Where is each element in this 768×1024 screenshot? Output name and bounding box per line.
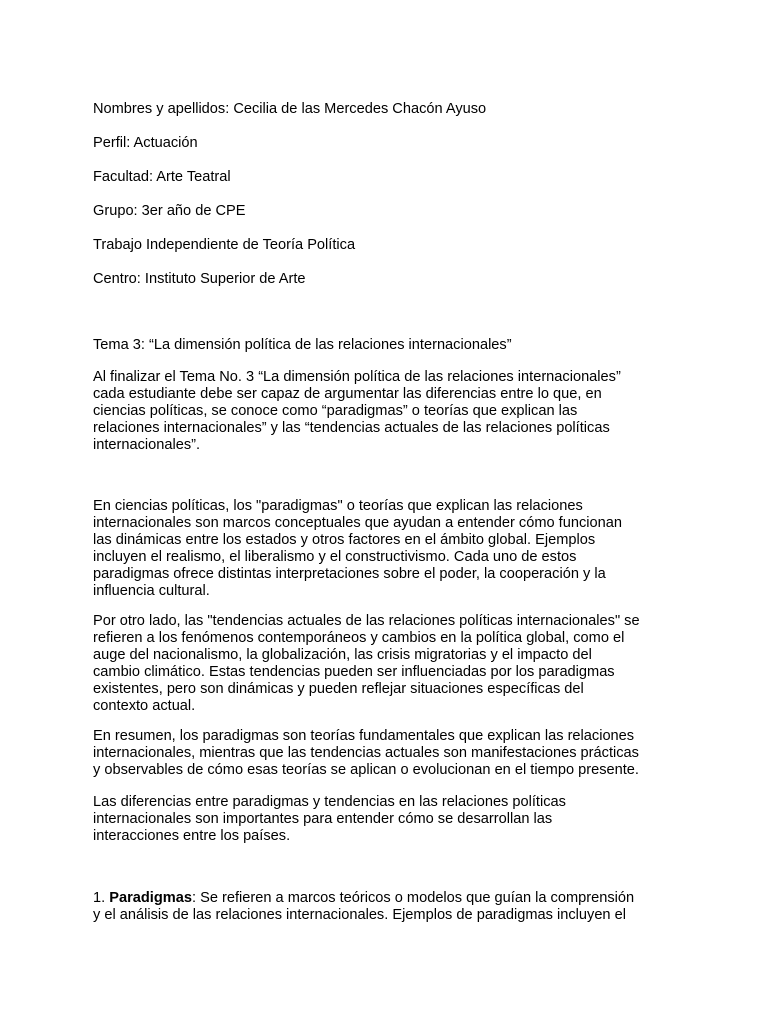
paragraph-line: En resumen, los paradigmas son teorías fundamentales que explican las relaciones: [93, 728, 635, 744]
paragraph-intro: [93, 369, 621, 454]
paragraph-line: y observables de cómo esas teorías se aplican o evolucionan en el tiempo presente.: [93, 762, 639, 778]
paragraph-line: cada estudiante debe ser capaz de argumentar las diferencias entre lo que, en: [93, 386, 602, 402]
profile-line: Perfil: Actuación: [93, 135, 198, 151]
paragraph-line: ciencias políticas, se conoce como “paradigmas” o teorías que explican las: [93, 403, 578, 419]
paragraph-summary: [93, 728, 639, 779]
paragraph-line: las dinámicas entre los estados y otros factores en el ámbito global. Ejemplos: [93, 532, 596, 548]
list-item-term: Paradigmas: [109, 890, 192, 906]
paragraph-differences: [93, 794, 566, 845]
paragraph-line: Las diferencias entre paradigmas y tendencias en las relaciones políticas: [93, 794, 566, 810]
paragraph-line: En ciencias políticas, los "paradigmas" o teorías que explican las relaciones: [93, 498, 583, 514]
paragraph-line: internacionales son marcos conceptuales que ayudan a entender cómo funcionan: [93, 515, 622, 531]
list-item-line: y el análisis de las relaciones internacionales. Ejemplos de paradigmas incluyen el: [93, 907, 626, 923]
work-title-line: Trabajo Independiente de Teoría Política: [93, 237, 356, 253]
paragraph-line: internacionales, mientras que las tendencias actuales son manifestaciones prácticas: [93, 745, 639, 761]
group-line: Grupo: 3er año de CPE: [93, 203, 246, 219]
paragraph-paradigms: [93, 498, 622, 600]
list-item-paradigms: [93, 890, 634, 924]
paragraph-line: cambio climático. Estas tendencias pueden ser influenciadas por los paradigmas: [93, 664, 615, 680]
paragraph-line: influencia cultural.: [93, 583, 210, 599]
name-line: Nombres y apellidos: Cecilia de las Mercedes Chacón Ayuso: [93, 101, 487, 117]
paragraph-line: internacionales”.: [93, 437, 201, 453]
list-item-definition: : Se refieren a marcos teóricos o modelos que guían la comprensión: [191, 890, 635, 906]
list-item-line: [93, 890, 634, 907]
paragraph-trends: [93, 613, 640, 715]
paragraph-line: Por otro lado, las "tendencias actuales de las relaciones políticas internacionales" se: [93, 613, 640, 629]
topic-title: Tema 3: “La dimensión política de las relaciones internacionales”: [93, 337, 512, 353]
faculty-line: Facultad: Arte Teatral: [93, 169, 231, 185]
paragraph-line: internacionales son importantes para entender cómo se desarrollan las: [93, 811, 553, 827]
center-line: Centro: Instituto Superior de Arte: [93, 271, 306, 287]
paragraph-line: auge del nacionalismo, la globalización, las crisis migratorias y el impacto del: [93, 647, 592, 663]
paragraph-line: paradigmas ofrece distintas interpretaciones sobre el poder, la cooperación y la: [93, 566, 606, 582]
paragraph-line: incluyen el realismo, el liberalismo y el constructivismo. Cada uno de estos: [93, 549, 577, 565]
paragraph-line: interacciones entre los países.: [93, 828, 291, 844]
paragraph-line: relaciones internacionales” y las “tendencias actuales de las relaciones políticas: [93, 420, 610, 436]
paragraph-line: existentes, pero son dinámicas y pueden reflejar situaciones específicas del: [93, 681, 584, 697]
paragraph-line: Al finalizar el Tema No. 3 “La dimensión política de las relaciones internacionales”: [93, 369, 621, 385]
paragraph-line: refieren a los fenómenos contemporáneos y cambios en la política global, como el: [93, 630, 625, 646]
list-item-number: 1.: [93, 890, 110, 906]
paragraph-line: contexto actual.: [93, 698, 196, 714]
